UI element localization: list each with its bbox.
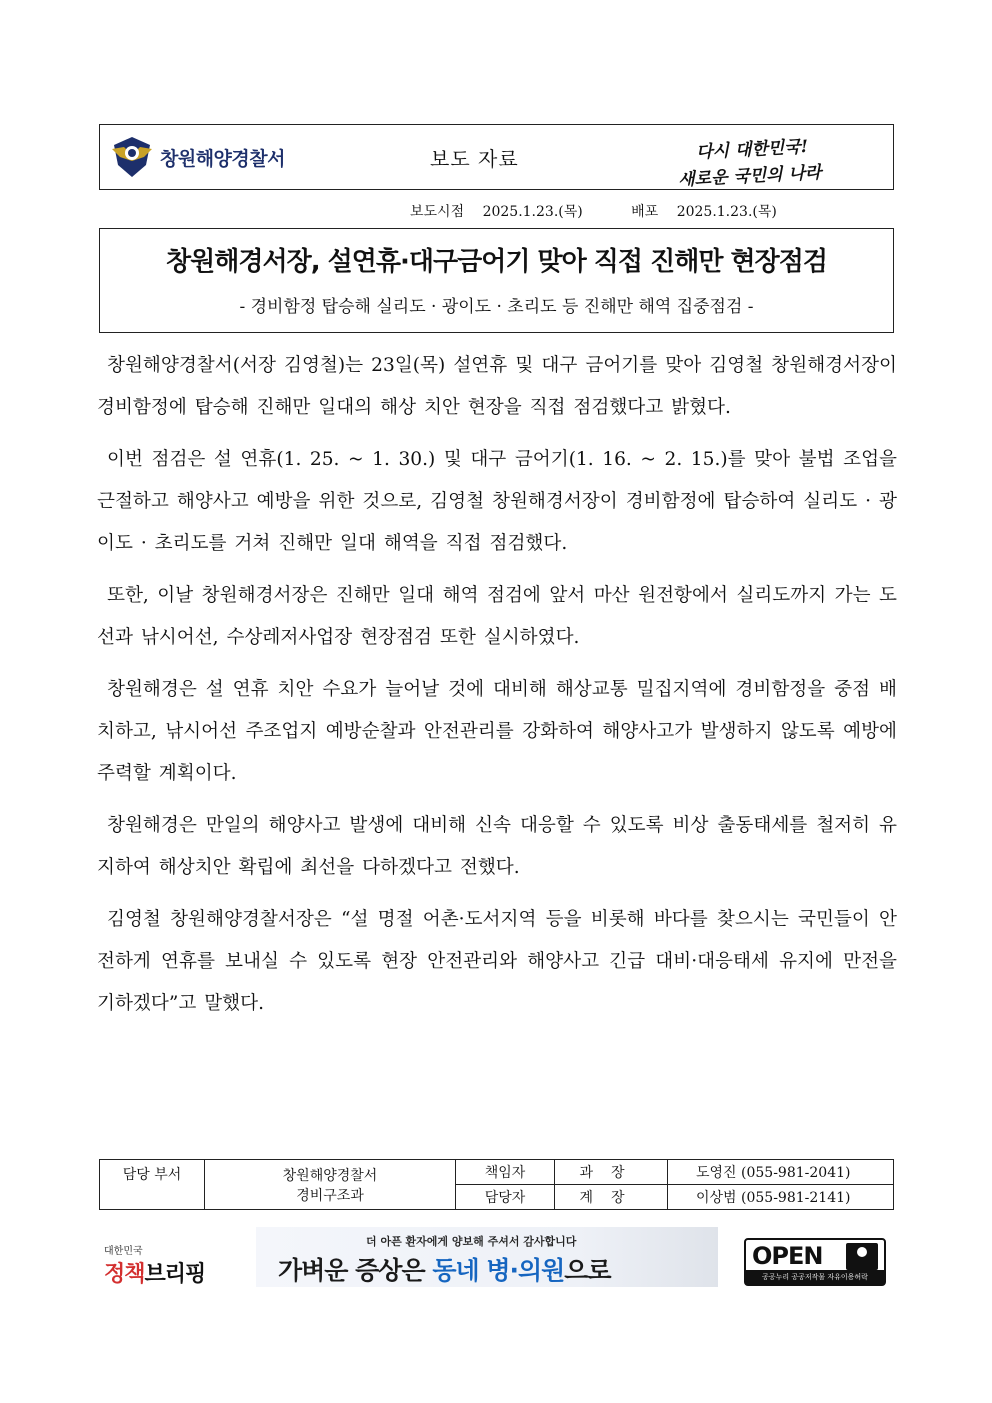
release-dates — [410, 201, 791, 221]
banner-main-a: 가벼운 증상은 — [278, 1256, 433, 1285]
brief-big-rest: 브리핑 — [144, 1262, 206, 1287]
paragraph: 또한, 이날 창원해경서장은 진해만 일대 해역 점검에 앞서 마산 원전항에서 실리도까지 가는 도선과 낚시어선, 수상레저사업장 현장점검 또한 실시하였다. — [97, 585, 897, 648]
contact-table — [99, 1159, 894, 1210]
paragraph: 김영철 창원해양경찰서장은 “설 명절 어촌·도서지역 등을 비롯해 바다를 찾으시는 국민들이 안전하게 연휴를 보내실 수 있도록 현장 안전관리와 해양사고 긴급 대비·대응태세 유지에 만전을 기하겠다”고 말했다. — [97, 909, 897, 1014]
contact-role: 책임자 — [456, 1160, 555, 1185]
contact-dept — [205, 1160, 456, 1210]
open-bar: 공공누리 공공저작물 자유이용허락 — [746, 1270, 884, 1284]
banner-top: 더 아픈 환자에게 양보해 주셔서 감사합니다 — [366, 1235, 577, 1248]
doc-type-label: 보도 자료 — [430, 147, 519, 171]
brief-big — [104, 1257, 205, 1288]
banner-main-b: 동네 병·의원 — [432, 1256, 565, 1285]
release-label: 보도시점 — [410, 204, 465, 220]
paragraph: 이번 점검은 설 연휴(1. 25. ~ 1. 30.) 및 대구 금어기(1. 16. ~ 2. 15.)를 맞아 불법 조업을 근절하고 해양사고 예방을 위한 것으로, 김영철 창원해경서장이 경비함정에 탑승하여 실리도 · 광이도 · 초리도를 거쳐 진해만 일대 해역을 직접 점검했다. — [97, 449, 897, 554]
contact-person: 도영진 (055-981-2041) — [668, 1160, 894, 1185]
slogan-line1: 다시 대한민국! — [695, 136, 809, 163]
campaign-banner[interactable] — [256, 1227, 718, 1287]
banner-main-c: 으로 — [564, 1256, 611, 1285]
coast-guard-emblem-icon — [110, 135, 154, 179]
open-text: OPEN — [752, 1242, 823, 1270]
header-box — [99, 124, 894, 190]
contact-title: 계장 — [555, 1185, 668, 1210]
attribution-person-icon — [846, 1243, 878, 1270]
contact-label: 담당 부서 — [100, 1160, 205, 1210]
release-date: 2025.1.23.(목) — [482, 204, 583, 220]
org-logo — [110, 135, 285, 179]
banner-main — [278, 1251, 611, 1287]
paragraph: 창원해양경찰서(서장 김영철)는 23일(목) 설연휴 및 대구 금어기를 맞아 김영철 창원해경서장이 경비함정에 탑승해 진해만 일대의 해상 치안 현장을 직접 점검했다고 밝혔다. — [97, 355, 897, 418]
contact-title: 과장 — [555, 1160, 668, 1185]
table-row — [100, 1160, 894, 1185]
subheadline: - 경비함정 탑승해 실리도 · 광이도 · 초리도 등 진해만 해역 집중점검 - — [239, 297, 754, 317]
paragraph: 창원해경은 만일의 해양사고 발생에 대비해 신속 대응할 수 있도록 비상 출동태세를 철저히 유지하여 해상치안 확립에 최선을 다하겠다고 전했다. — [97, 815, 897, 878]
contact-role: 담당자 — [456, 1185, 555, 1210]
footer — [0, 1222, 992, 1292]
slogan-line2: 새로운 국민의 나라 — [677, 162, 822, 191]
contact-person: 이상범 (055-981-2141) — [668, 1185, 894, 1210]
dept-line2: 경비구조과 — [296, 1187, 364, 1204]
distribute-date: 2025.1.23.(목) — [676, 204, 777, 220]
policy-briefing-logo[interactable] — [104, 1242, 205, 1288]
slogan — [677, 133, 878, 191]
org-name: 창원해양경찰서 — [160, 147, 285, 170]
brief-small: 대한민국 — [104, 1246, 143, 1257]
dept-line1: 창원해양경찰서 — [282, 1167, 378, 1184]
open-license-badge[interactable] — [744, 1238, 886, 1286]
paragraph: 창원해경은 설 연휴 치안 수요가 늘어날 것에 대비해 해상교통 밀집지역에 경비함정을 중점 배치하고, 낚시어선 주조업지 예방순찰과 안전관리를 강화하여 해양사고가 발생하지 않도록 예방에 주력할 계획이다. — [97, 679, 897, 784]
article-body — [97, 345, 897, 1035]
distribute-label: 배포 — [631, 204, 659, 220]
brief-big-red: 정책 — [104, 1262, 145, 1287]
title-box — [99, 228, 894, 333]
headline: 창원해경서장, 설연휴·대구금어기 맞아 직접 진해만 현장점검 — [166, 247, 827, 277]
